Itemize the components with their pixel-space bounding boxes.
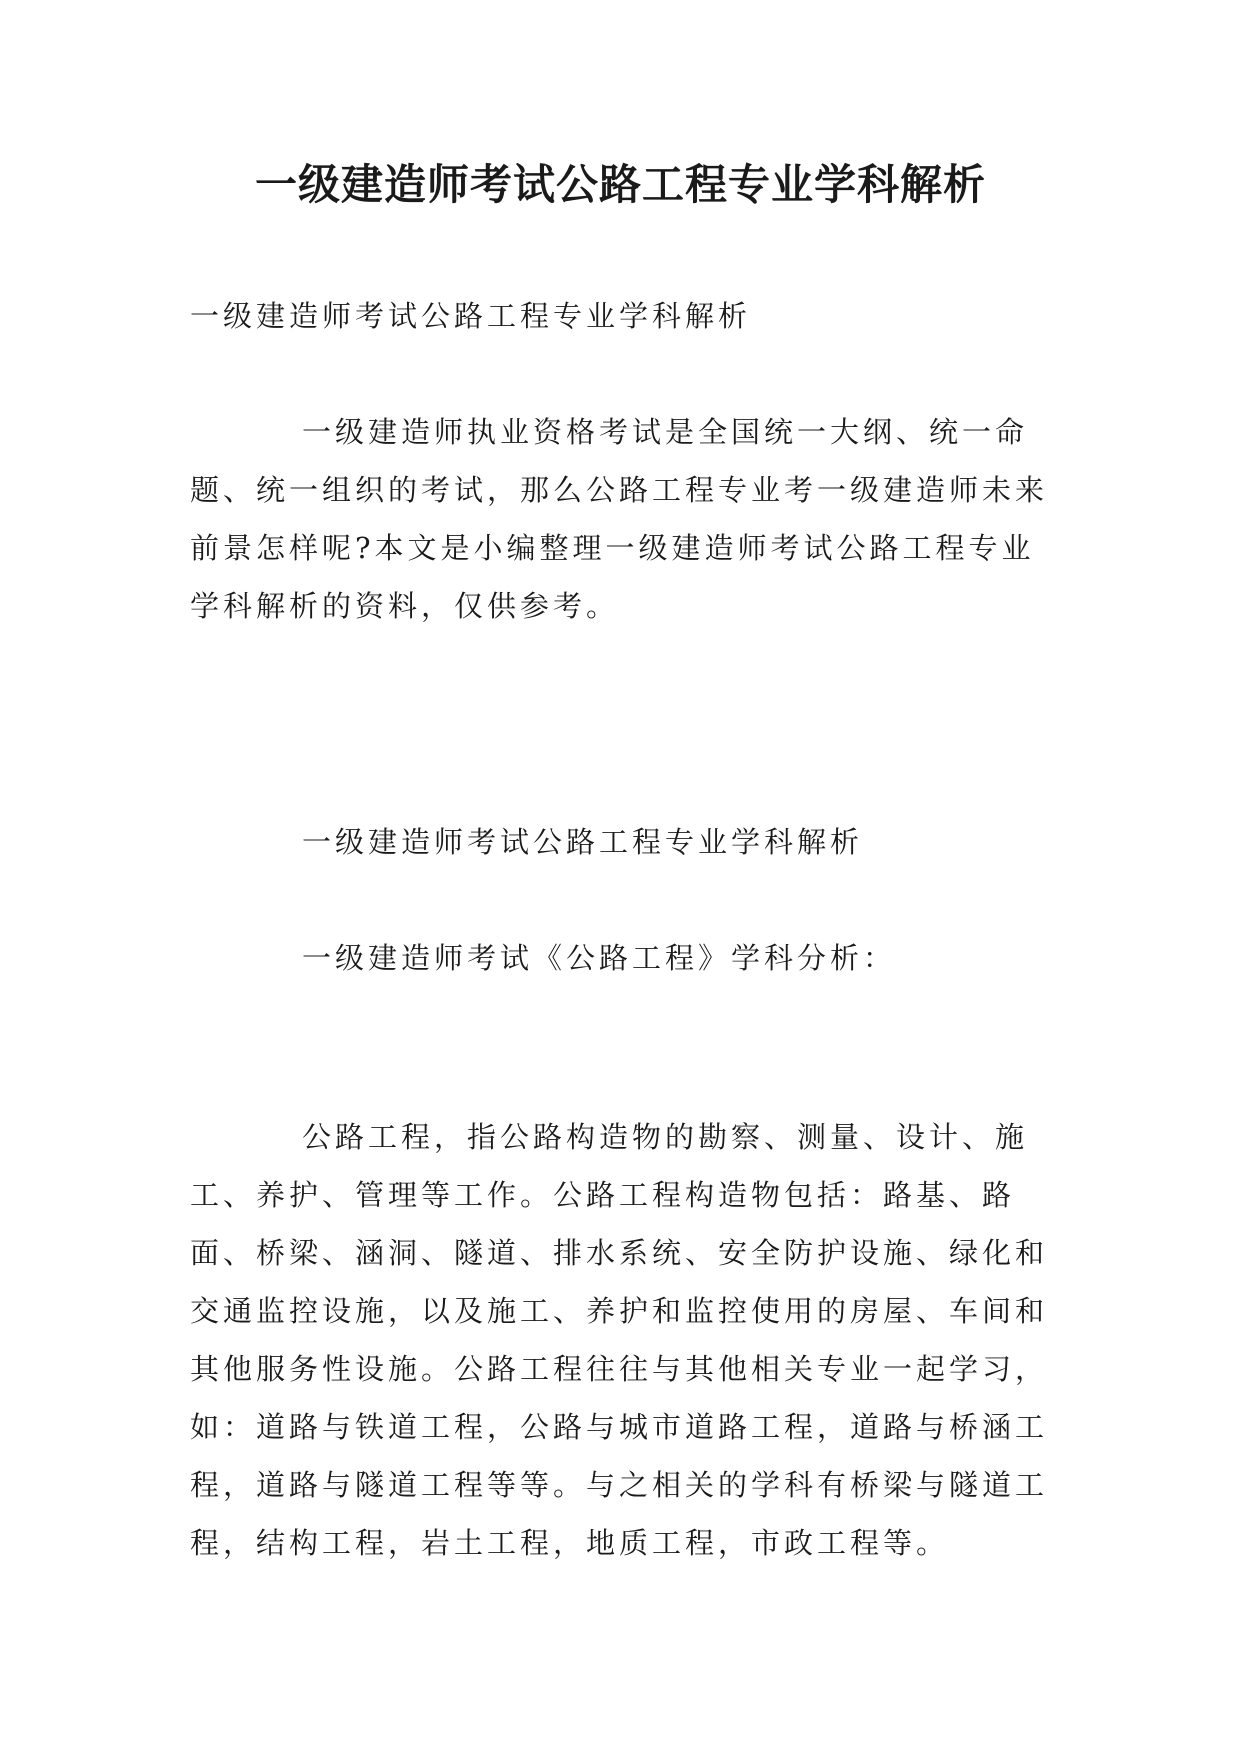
intro-paragraph: 一级建造师执业资格考试是全国统一大纲、统一命题、统一组织的考试，那么公路工程专业考一级建造师未来前景怎样呢?本文是小编整理一级建造师考试公路工程专业学科解析的资料，仅供参考。 <box>190 415 1049 623</box>
document-subtitle: 一级建造师考试公路工程专业学科解析 <box>190 299 752 333</box>
section-heading-analysis: 一级建造师考试公路工程专业学科解析 <box>302 825 864 859</box>
section-heading-subject: 一级建造师考试《公路工程》学科分析： <box>302 941 897 975</box>
highway-engineering-paragraph: 公路工程，指公路构造物的勘察、测量、设计、施工、养护、管理等工作。公路工程构造物包括：路基、路面、桥梁、涵洞、隧道、排水系统、安全防护设施、绿化和交通监控设施，以及施工、养护和监控使用的房屋、车间和其他服务性设施。公路工程往往与其他相关专业一起学习，如：道路与铁道工程，公路与城市道路工程，道路与桥涵工程，道路与隧道工程等等。与之相关的学科有桥梁与隧道工程，结构工程，岩土工程，地质工程，市政工程等。 <box>190 1120 1049 1560</box>
document-title: 一级建造师考试公路工程专业学科解析 <box>254 160 986 209</box>
